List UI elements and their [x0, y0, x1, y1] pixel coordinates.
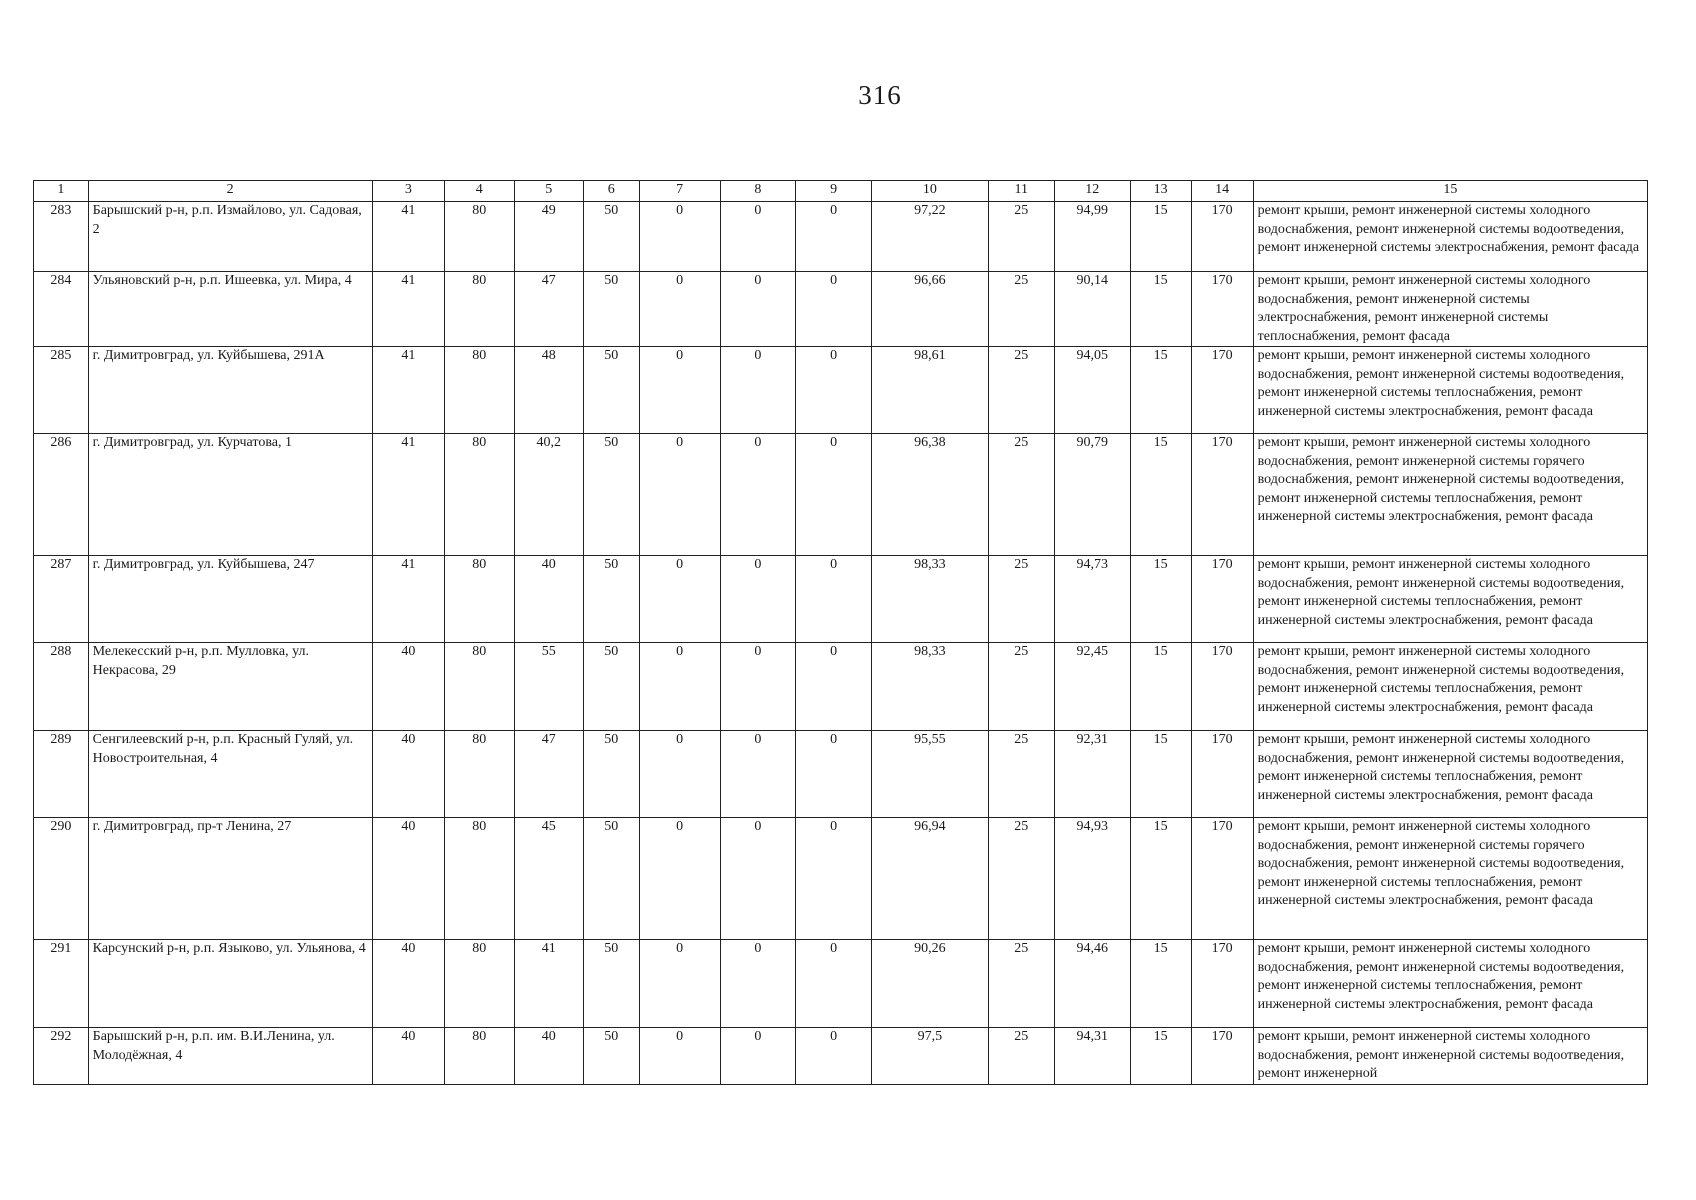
row-number: 290 — [34, 818, 89, 940]
row-number: 288 — [34, 643, 89, 731]
value-cell: 0 — [720, 347, 796, 434]
value-cell: 0 — [796, 731, 872, 818]
value-cell: 170 — [1191, 818, 1253, 940]
column-header: 1 — [34, 181, 89, 202]
value-cell: 47 — [514, 731, 583, 818]
value-cell: 80 — [445, 347, 514, 434]
value-cell: 170 — [1191, 556, 1253, 643]
table-row — [34, 1028, 1648, 1085]
table-row — [34, 556, 1648, 643]
value-cell: 170 — [1191, 347, 1253, 434]
value-cell: 94,05 — [1054, 347, 1130, 434]
value-cell: 0 — [796, 643, 872, 731]
value-cell: 40 — [372, 940, 445, 1028]
value-cell: 0 — [720, 940, 796, 1028]
value-cell: 90,26 — [871, 940, 988, 1028]
value-cell: 50 — [583, 940, 639, 1028]
value-cell: 15 — [1130, 272, 1191, 347]
address-cell: г. Димитровград, ул. Куйбышева, 247 — [88, 556, 372, 643]
value-cell: 98,33 — [871, 643, 988, 731]
value-cell: 80 — [445, 272, 514, 347]
value-cell: 170 — [1191, 940, 1253, 1028]
value-cell: 25 — [988, 940, 1054, 1028]
value-cell: 0 — [796, 202, 872, 272]
value-cell: 55 — [514, 643, 583, 731]
row-number: 284 — [34, 272, 89, 347]
value-cell: 0 — [639, 940, 720, 1028]
value-cell: 170 — [1191, 272, 1253, 347]
value-cell: 0 — [796, 272, 872, 347]
column-header: 3 — [372, 181, 445, 202]
value-cell: 41 — [372, 202, 445, 272]
value-cell: 15 — [1130, 643, 1191, 731]
value-cell: 25 — [988, 1028, 1054, 1085]
value-cell: 50 — [583, 731, 639, 818]
row-number: 286 — [34, 434, 89, 556]
value-cell: 0 — [639, 818, 720, 940]
row-number: 283 — [34, 202, 89, 272]
value-cell: 40 — [514, 1028, 583, 1085]
value-cell: 96,38 — [871, 434, 988, 556]
value-cell: 0 — [796, 818, 872, 940]
table-row — [34, 272, 1648, 347]
value-cell: 25 — [988, 818, 1054, 940]
value-cell: 80 — [445, 731, 514, 818]
works-description-cell: ремонт крыши, ремонт инженерной системы холодного водоснабжения, ремонт инженерной системы электроснабжения, ремонт инженерной системы теплоснабжения, ремонт фасада — [1253, 272, 1647, 347]
value-cell: 96,66 — [871, 272, 988, 347]
address-cell: Ульяновский р-н, р.п. Ишеевка, ул. Мира, 4 — [88, 272, 372, 347]
value-cell: 25 — [988, 731, 1054, 818]
value-cell: 170 — [1191, 731, 1253, 818]
value-cell: 41 — [372, 434, 445, 556]
value-cell: 15 — [1130, 1028, 1191, 1085]
value-cell: 90,79 — [1054, 434, 1130, 556]
value-cell: 98,33 — [871, 556, 988, 643]
value-cell: 0 — [796, 556, 872, 643]
column-header: 2 — [88, 181, 372, 202]
value-cell: 90,14 — [1054, 272, 1130, 347]
value-cell: 40 — [372, 643, 445, 731]
column-header: 10 — [871, 181, 988, 202]
table-row — [34, 818, 1648, 940]
works-description-cell: ремонт крыши, ремонт инженерной системы холодного водоснабжения, ремонт инженерной системы водоотведения, ремонт инженерной системы теплоснабжения, ремонт инженерной системы электроснабжения, ремонт фасада — [1253, 731, 1647, 818]
address-cell: Барышский р-н, р.п. Измайлово, ул. Садовая, 2 — [88, 202, 372, 272]
column-header: 13 — [1130, 181, 1191, 202]
value-cell: 80 — [445, 643, 514, 731]
value-cell: 80 — [445, 556, 514, 643]
value-cell: 15 — [1130, 940, 1191, 1028]
table-row — [34, 643, 1648, 731]
row-number: 289 — [34, 731, 89, 818]
value-cell: 96,94 — [871, 818, 988, 940]
value-cell: 25 — [988, 272, 1054, 347]
value-cell: 0 — [639, 434, 720, 556]
value-cell: 80 — [445, 434, 514, 556]
value-cell: 41 — [372, 556, 445, 643]
value-cell: 94,99 — [1054, 202, 1130, 272]
value-cell: 170 — [1191, 434, 1253, 556]
column-header: 11 — [988, 181, 1054, 202]
address-cell: г. Димитровград, ул. Куйбышева, 291А — [88, 347, 372, 434]
works-description-cell: ремонт крыши, ремонт инженерной системы холодного водоснабжения, ремонт инженерной системы водоотведения, ремонт инженерной системы теплоснабжения, ремонт инженерной системы электроснабжения, ремонт фасада — [1253, 643, 1647, 731]
value-cell: 40 — [372, 1028, 445, 1085]
value-cell: 50 — [583, 272, 639, 347]
value-cell: 41 — [514, 940, 583, 1028]
address-cell: Барышский р-н, р.п. им. В.И.Ленина, ул. Молодёжная, 4 — [88, 1028, 372, 1085]
value-cell: 94,73 — [1054, 556, 1130, 643]
column-header: 9 — [796, 181, 872, 202]
table-row — [34, 731, 1648, 818]
value-cell: 0 — [639, 1028, 720, 1085]
row-number: 292 — [34, 1028, 89, 1085]
value-cell: 50 — [583, 202, 639, 272]
value-cell: 0 — [720, 202, 796, 272]
value-cell: 170 — [1191, 1028, 1253, 1085]
value-cell: 0 — [639, 731, 720, 818]
value-cell: 47 — [514, 272, 583, 347]
value-cell: 50 — [583, 818, 639, 940]
value-cell: 94,93 — [1054, 818, 1130, 940]
page-number: 316 — [858, 80, 902, 110]
value-cell: 80 — [445, 1028, 514, 1085]
value-cell: 92,31 — [1054, 731, 1130, 818]
table-row — [34, 347, 1648, 434]
value-cell: 0 — [639, 347, 720, 434]
value-cell: 41 — [372, 347, 445, 434]
value-cell: 40 — [372, 818, 445, 940]
works-description-cell: ремонт крыши, ремонт инженерной системы холодного водоснабжения, ремонт инженерной системы водоотведения, ремонт инженерной системы теплоснабжения, ремонт инженерной системы электроснабжения, ремонт фасада — [1253, 556, 1647, 643]
address-cell: г. Димитровград, пр-т Ленина, 27 — [88, 818, 372, 940]
works-description-cell: ремонт крыши, ремонт инженерной системы холодного водоснабжения, ремонт инженерной системы горячего водоснабжения, ремонт инженерной системы водоотведения, ремонт инженерной системы теплоснабжения, ремонт инженерной системы электроснабжения, ремонт фасада — [1253, 434, 1647, 556]
column-header: 15 — [1253, 181, 1647, 202]
value-cell: 80 — [445, 818, 514, 940]
value-cell: 0 — [720, 731, 796, 818]
column-header: 5 — [514, 181, 583, 202]
address-cell: г. Димитровград, ул. Курчатова, 1 — [88, 434, 372, 556]
address-cell: Карсунский р-н, р.п. Языково, ул. Ульянова, 4 — [88, 940, 372, 1028]
value-cell: 45 — [514, 818, 583, 940]
table-row — [34, 434, 1648, 556]
column-header: 12 — [1054, 181, 1130, 202]
value-cell: 0 — [720, 272, 796, 347]
value-cell: 40 — [514, 556, 583, 643]
value-cell: 50 — [583, 556, 639, 643]
column-header: 4 — [445, 181, 514, 202]
value-cell: 98,61 — [871, 347, 988, 434]
value-cell: 25 — [988, 556, 1054, 643]
value-cell: 15 — [1130, 556, 1191, 643]
column-header: 7 — [639, 181, 720, 202]
value-cell: 0 — [639, 202, 720, 272]
value-cell: 50 — [583, 434, 639, 556]
address-cell: Мелекесский р-н, р.п. Мулловка, ул. Некрасова, 29 — [88, 643, 372, 731]
value-cell: 15 — [1130, 818, 1191, 940]
repair-register-table — [33, 180, 1648, 1085]
column-header: 14 — [1191, 181, 1253, 202]
value-cell: 48 — [514, 347, 583, 434]
value-cell: 41 — [372, 272, 445, 347]
value-cell: 40 — [372, 731, 445, 818]
value-cell: 80 — [445, 940, 514, 1028]
value-cell: 25 — [988, 434, 1054, 556]
row-number: 291 — [34, 940, 89, 1028]
row-number: 287 — [34, 556, 89, 643]
value-cell: 97,22 — [871, 202, 988, 272]
value-cell: 0 — [720, 643, 796, 731]
value-cell: 15 — [1130, 731, 1191, 818]
value-cell: 15 — [1130, 202, 1191, 272]
works-description-cell: ремонт крыши, ремонт инженерной системы холодного водоснабжения, ремонт инженерной системы горячего водоснабжения, ремонт инженерной системы водоотведения, ремонт инженерной системы теплоснабжения, ремонт инженерной системы электроснабжения, ремонт фасада — [1253, 818, 1647, 940]
value-cell: 15 — [1130, 434, 1191, 556]
column-number-header-row — [34, 181, 1648, 202]
value-cell: 40,2 — [514, 434, 583, 556]
value-cell: 49 — [514, 202, 583, 272]
value-cell: 15 — [1130, 347, 1191, 434]
value-cell: 0 — [796, 434, 872, 556]
value-cell: 0 — [639, 272, 720, 347]
value-cell: 0 — [796, 940, 872, 1028]
value-cell: 25 — [988, 643, 1054, 731]
value-cell: 0 — [639, 643, 720, 731]
value-cell: 80 — [445, 202, 514, 272]
works-description-cell: ремонт крыши, ремонт инженерной системы холодного водоснабжения, ремонт инженерной системы водоотведения, ремонт инженерной системы теплоснабжения, ремонт инженерной системы электроснабжения, ремонт фасада — [1253, 347, 1647, 434]
value-cell: 50 — [583, 643, 639, 731]
works-description-cell: ремонт крыши, ремонт инженерной системы холодного водоснабжения, ремонт инженерной системы водоотведения, ремонт инженерной системы электроснабжения, ремонт фасада — [1253, 202, 1647, 272]
table-row — [34, 202, 1648, 272]
value-cell: 92,45 — [1054, 643, 1130, 731]
value-cell: 170 — [1191, 643, 1253, 731]
value-cell: 50 — [583, 1028, 639, 1085]
value-cell: 0 — [720, 1028, 796, 1085]
value-cell: 0 — [720, 818, 796, 940]
works-description-cell: ремонт крыши, ремонт инженерной системы холодного водоснабжения, ремонт инженерной системы водоотведения, ремонт инженерной системы теплоснабжения, ремонт инженерной системы электроснабжения, ремонт фасада — [1253, 940, 1647, 1028]
value-cell: 0 — [720, 434, 796, 556]
value-cell: 0 — [639, 556, 720, 643]
value-cell: 25 — [988, 202, 1054, 272]
value-cell: 170 — [1191, 202, 1253, 272]
value-cell: 25 — [988, 347, 1054, 434]
table-row — [34, 940, 1648, 1028]
value-cell: 94,31 — [1054, 1028, 1130, 1085]
value-cell: 0 — [720, 556, 796, 643]
address-cell: Сенгилеевский р-н, р.п. Красный Гуляй, ул. Новостроительная, 4 — [88, 731, 372, 818]
column-header: 6 — [583, 181, 639, 202]
works-description-cell: ремонт крыши, ремонт инженерной системы холодного водоснабжения, ремонт инженерной системы водоотведения, ремонт инженерной — [1253, 1028, 1647, 1085]
value-cell: 50 — [583, 347, 639, 434]
value-cell: 97,5 — [871, 1028, 988, 1085]
value-cell: 94,46 — [1054, 940, 1130, 1028]
value-cell: 0 — [796, 1028, 872, 1085]
column-header: 8 — [720, 181, 796, 202]
value-cell: 95,55 — [871, 731, 988, 818]
row-number: 285 — [34, 347, 89, 434]
value-cell: 0 — [796, 347, 872, 434]
